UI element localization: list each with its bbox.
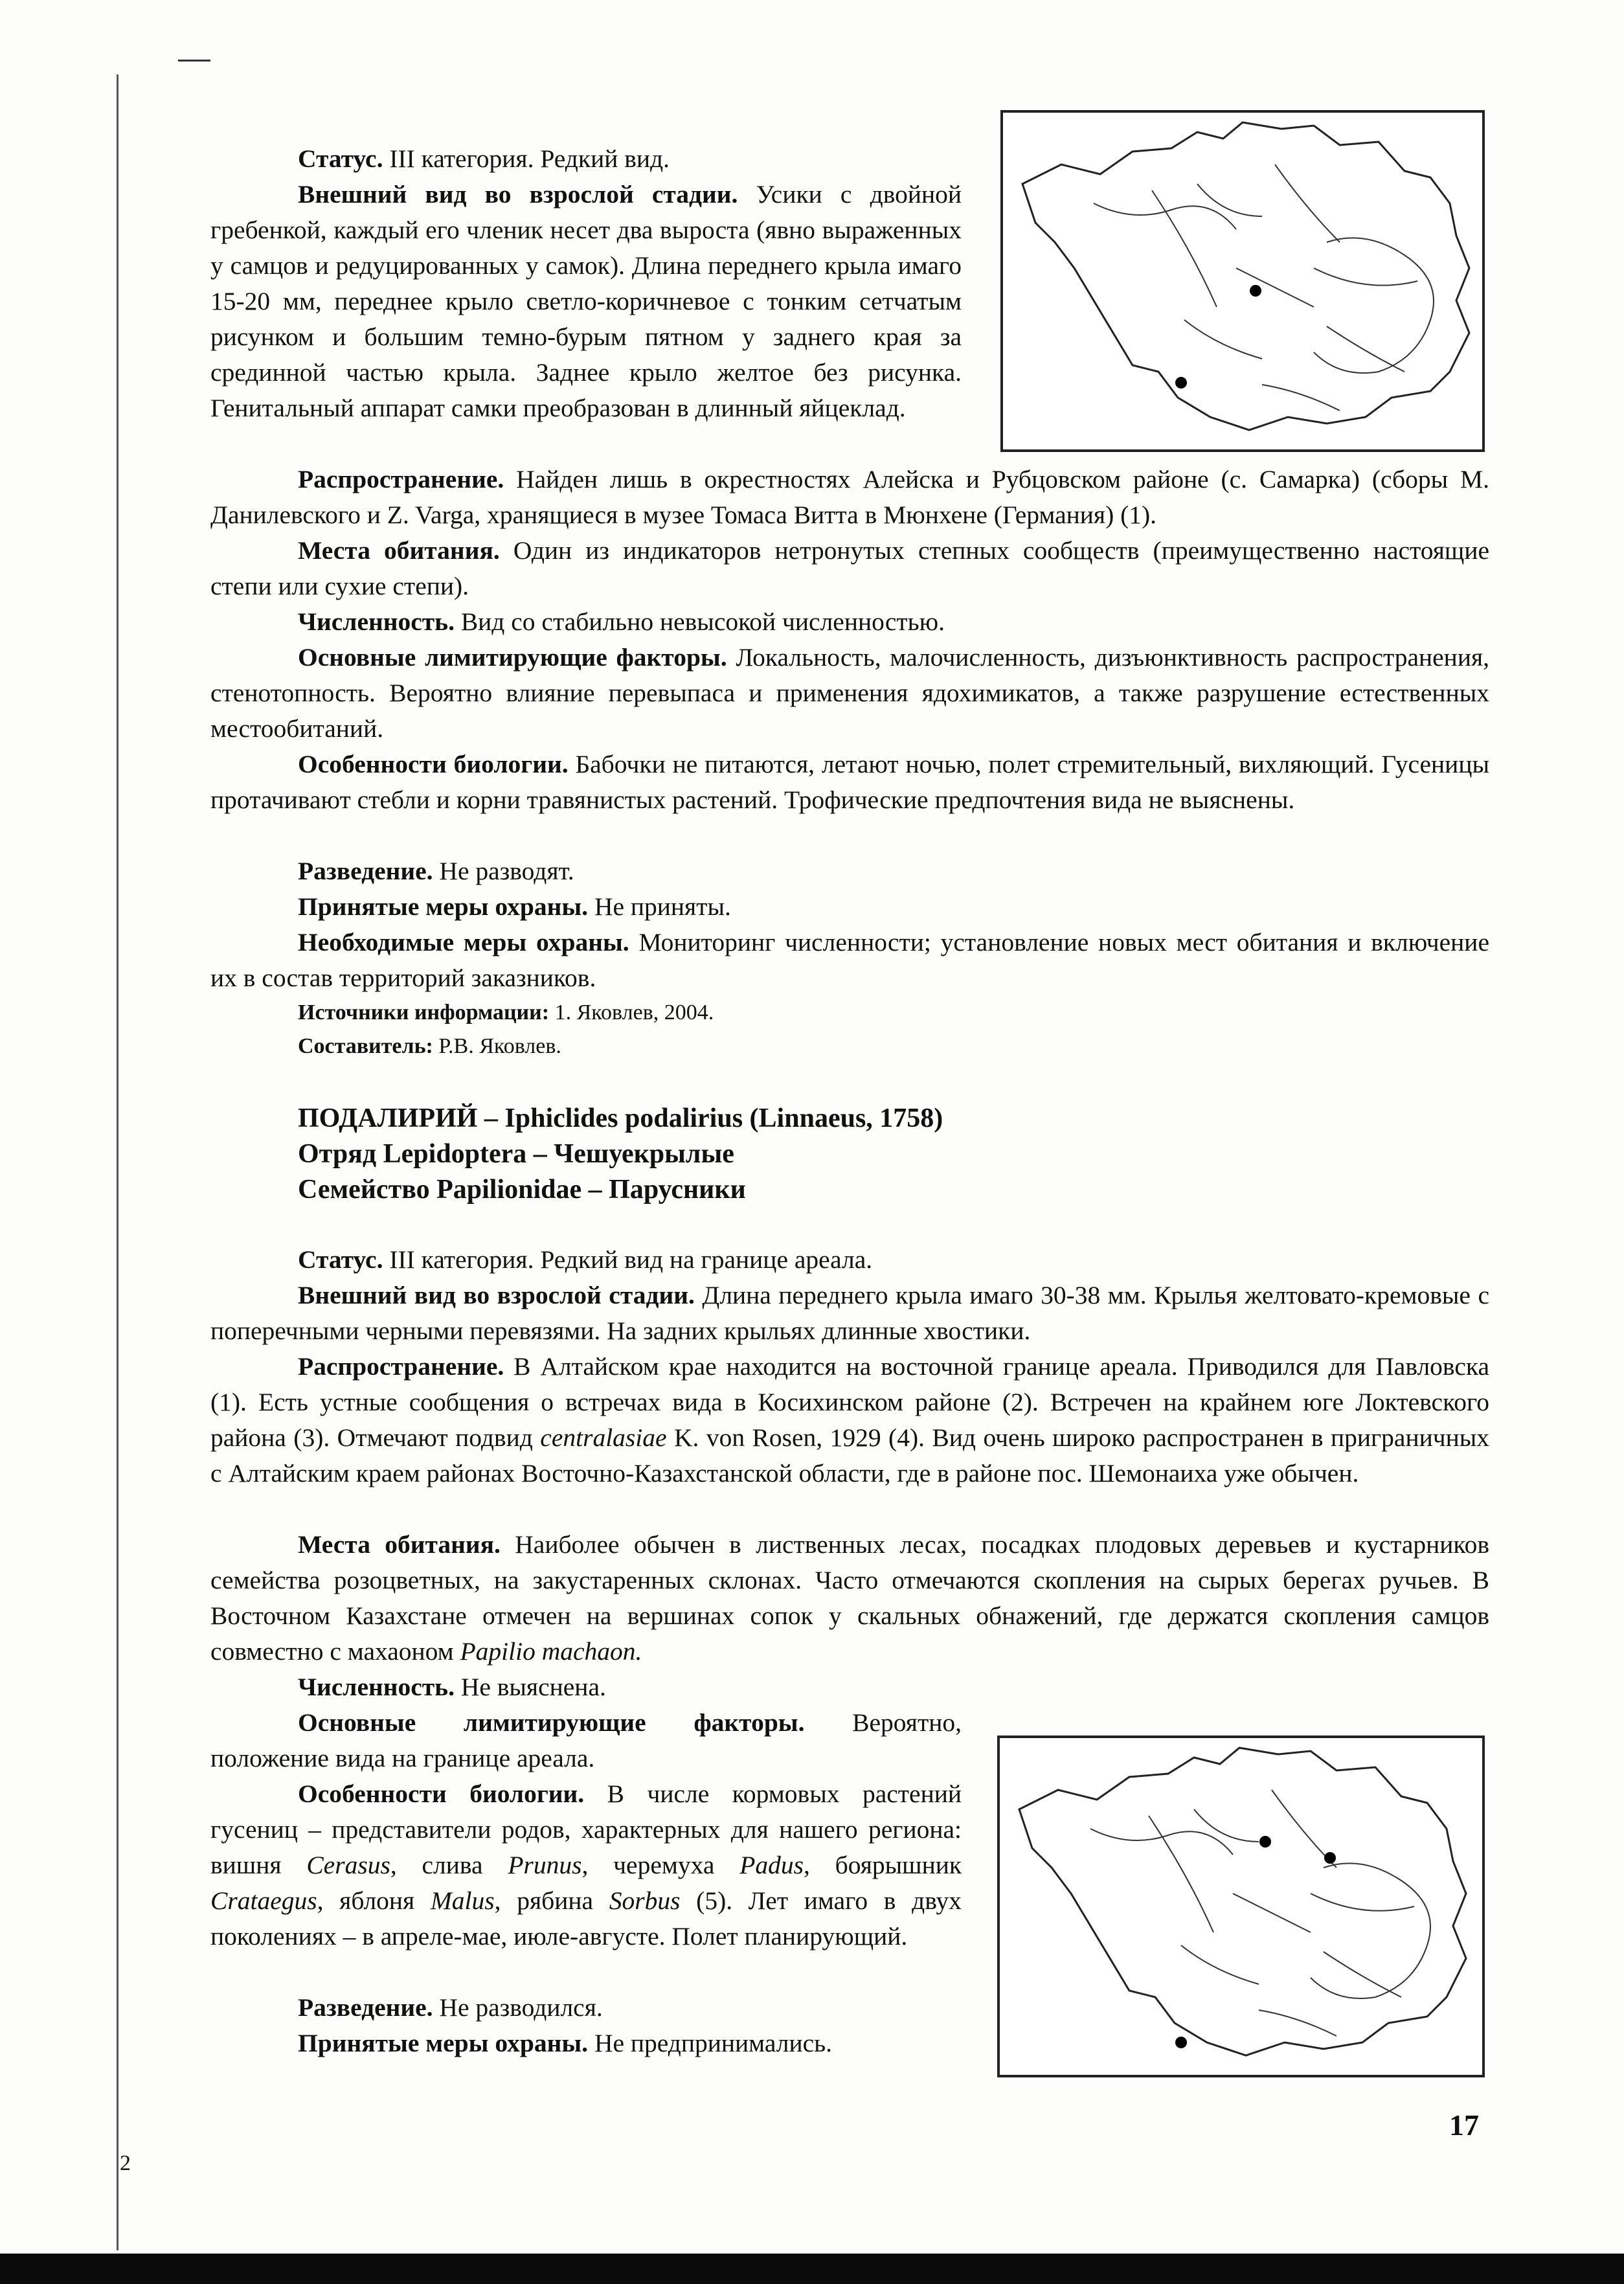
- s1-biology: Особенности биологии. Бабочки не питаются, летают ночью, полет стремительный, вихляющий. Гусеницы протачивают стебли и корни травянистых растений. Трофические предпочтения вида не выяснены.: [210, 750, 1489, 814]
- s2-heading-order: Отряд Lepidoptera – Чешуекрылые: [298, 1139, 734, 1169]
- map-2-point-pavlovsk: [1259, 1836, 1271, 1848]
- s1-distribution: Распространение. Найден лишь в окрестностях Алейска и Рубцовском районе (с. Самарка) (сборы М. Данилевского и Z. Varga, хранящиеся в музее Томаса Витта в Мюнхене (Германия) (1).: [210, 465, 1490, 529]
- s1-appearance: Внешний вид во взрослой стадии. Усики с двойной гребенкой, каждый его членик несет два выроста (явно выраженных у самцов и редуцированных у самок). Длина переднего крыла имаго 15-20 мм, переднее крыло светло-коричневое с тонким сетчатым рисунком и большим темно-бурым пятном у заднего края за срединной частью крыла. Заднее крыло желтое без рисунка. Генитальный аппарат самки преобразован в длинный яйцеклад.: [210, 180, 962, 422]
- distribution-map-1: [1000, 110, 1485, 452]
- s1-measures-needed: Необходимые меры охраны. Мониторинг численности; установление новых мест обитания и включение их в состав территорий заказников.: [210, 928, 1489, 992]
- s2-breeding: Разведение. Не разводился.: [298, 1993, 603, 2022]
- s2-heading-family: Семейство Papilionidae – Парусники: [298, 1175, 746, 1204]
- map-1-point-aleysk: [1250, 285, 1261, 297]
- distribution-map-2: [997, 1736, 1485, 2077]
- s1-measures-taken: Принятые меры охраны. Не приняты.: [298, 892, 731, 921]
- s1-status: Статус. III категория. Редкий вид.: [298, 144, 670, 173]
- s1-breeding: Разведение. Не разводят.: [298, 857, 574, 885]
- map-2-point-kosikha: [1324, 1852, 1336, 1864]
- s2-abundance: Численность. Не выяснена.: [298, 1673, 606, 1701]
- map-1-point-samarka: [1175, 377, 1187, 389]
- s2-measures-taken: Принятые меры охраны. Не предпринимались.: [298, 2029, 833, 2057]
- s2-distribution: Распространение. В Алтайском крае находится на восточной границе ареала. Приводился для Павловска (1). Есть устные сообщения о встречах вида в Косихинском районе (2). Встречен на крайнем юге Локтевского района (3). Отмечают подвид centralasiae K. von Rosen, 1929 (4). Вид очень широко распространен в приграничных с Алтайским краем районах Восточно-Казахстанской области, где в районе пос. Шемонаиха уже обычен.: [210, 1352, 1490, 1487]
- s1-habitat: Места обитания. Один из индикаторов нетронутых степных сообществ (преимущественно настоящие степи или сухие степи).: [210, 536, 1489, 600]
- s1-sources: Источники информации: 1. Яковлев, 2004.: [298, 1001, 714, 1024]
- s2-habitat: Места обитания. Наиболее обычен в лиственных лесах, посадках плодовых деревьев и кустарников семейства розоцветных, на закустаренных склонах. Часто отмечаются скопления на сырых берегах ручьев. В Восточном Казахстане отмечен на вершинах сопок у скальных обнажений, где держатся скопления самцов совместно с махаоном Papilio machaon.: [210, 1530, 1489, 1666]
- scan-bottom-bar: [0, 2254, 1624, 2284]
- binding-edge-line: [117, 74, 118, 2250]
- s2-status: Статус. III категория. Редкий вид на границе ареала.: [298, 1245, 873, 1274]
- s2-limiting: Основные лимитирующие факторы. Вероятно, положение вида на границе ареала.: [210, 1708, 962, 1772]
- map-1-outline-icon: [1003, 113, 1482, 449]
- s1-abundance: Численность. Вид со стабильно невысокой численностью.: [298, 607, 945, 636]
- map-2-outline-icon: [1000, 1738, 1482, 2075]
- s2-heading-species: ПОДАЛИРИЙ – Iphiclides podalirius (Linnaeus, 1758): [298, 1103, 943, 1133]
- s1-author: Составитель: Р.В. Яковлев.: [298, 1034, 561, 1058]
- s1-limiting: Основные лимитирующие факторы. Локальность, малочисленность, дизъюнктивность распространения, стенотопность. Вероятно влияние перевыпаса и применения ядохимикатов, а также разрушение естественных местообитаний.: [210, 643, 1489, 743]
- margin-mark: 2: [120, 2151, 131, 2175]
- s2-biology: Особенности биологии. В числе кормовых растений гусениц – представители родов, характерных для нашего региона: вишня Cerasus, слива Prunus, черемуха Padus, боярышник Crataegus, яблоня Malus, рябина Sorbus (5). Лет имаго в двух поколениях – в апреле-мае, июле-августе. Полет планирующий.: [210, 1780, 962, 1950]
- map-2-point-loktevsky: [1175, 2037, 1187, 2048]
- top-scan-mark: [178, 60, 210, 62]
- page-number: 17: [1449, 2109, 1479, 2142]
- s2-appearance: Внешний вид во взрослой стадии. Длина переднего крыла имаго 30-38 мм. Крылья желтовато-кремовые с поперечными черными перевязями. На задних крыльях длинные хвостики.: [210, 1281, 1489, 1345]
